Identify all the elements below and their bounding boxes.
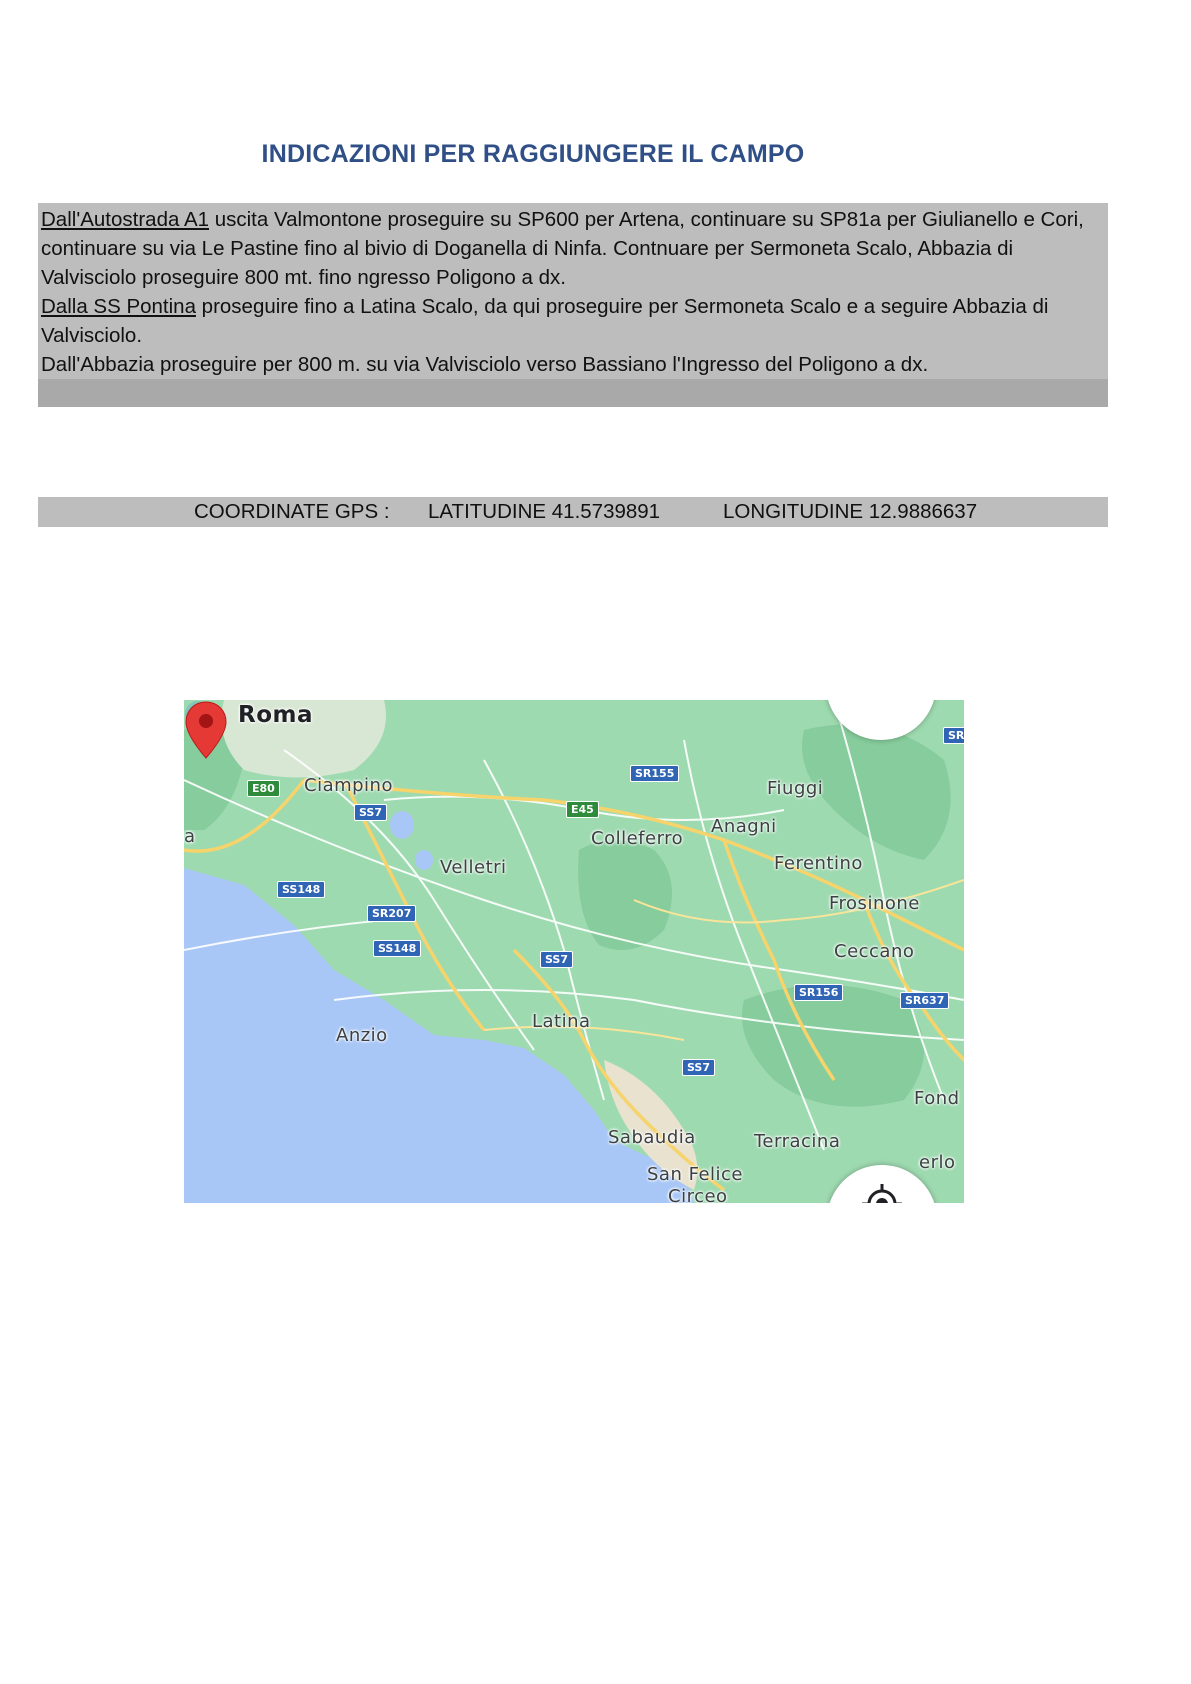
map-image[interactable]: [184, 700, 964, 1203]
place-colleferro: Colleferro: [591, 828, 684, 849]
place-velletri: Velletri: [440, 857, 507, 878]
road-shield-sr207: SR207: [367, 905, 416, 922]
road-shield-ss7-c: SS7: [682, 1059, 715, 1076]
road-shield-sr155: SR155: [630, 765, 679, 782]
directions-box: [38, 203, 1108, 379]
gps-latitude: LATITUDINE 41.5739891: [428, 500, 661, 523]
road-shield-e80: E80: [247, 780, 280, 797]
place-ciampino: Ciampino: [304, 775, 393, 796]
directions-bottom-strip: [38, 379, 1108, 407]
directions-a1-text: uscita Valmontone proseguire su SP600 per Artena, continuare su SP81a per Giulianello e Cori, continuare su via Le Pastine fino al bivio di Doganella di Ninfa. Contnuare per Sermoneta Scalo, Abbazia di Valvisciolo proseguire 800 mt. fino ngresso Poligono a dx.: [41, 208, 1084, 289]
road-shield-sr637: SR637: [900, 992, 949, 1009]
road-shield-sr156: SR156: [794, 984, 843, 1001]
place-frosinone: Frosinone: [829, 893, 920, 914]
road-shield-ss148-a: SS148: [277, 881, 325, 898]
place-ferentino: Ferentino: [774, 853, 863, 874]
place-anzio: Anzio: [336, 1025, 388, 1046]
place-san-felice: San Felice: [647, 1164, 744, 1185]
gps-coordinates-bar: [38, 497, 1108, 527]
place-latina: Latina: [532, 1011, 591, 1032]
place-fond: Fond: [914, 1088, 960, 1109]
map-pin-icon[interactable]: [184, 700, 228, 760]
place-terracina: Terracina: [754, 1131, 841, 1152]
place-anagni: Anagni: [711, 816, 777, 837]
place-edge-a: a: [184, 826, 196, 847]
place-circeo: Circeo: [668, 1186, 728, 1203]
gps-longitude: LONGITUDINE 12.9886637: [723, 500, 978, 523]
place-sabaudia: Sabaudia: [608, 1127, 696, 1148]
directions-a1-link: Dall'Autostrada A1: [41, 208, 210, 231]
place-fiuggi: Fiuggi: [767, 778, 824, 799]
road-shield-sr-edge: SR: [943, 727, 964, 744]
page-title: INDICAZIONI PER RAGGIUNGERE IL CAMPO: [261, 140, 805, 168]
directions-paragraph-1: [41, 205, 1105, 292]
place-roma: Roma: [238, 702, 313, 728]
road-shield-e45: E45: [566, 801, 599, 818]
place-ceccano: Ceccano: [834, 941, 915, 962]
road-shield-ss148-b: SS148: [373, 940, 421, 957]
directions-pontina-text: proseguire fino a Latina Scalo, da qui proseguire per Sermoneta Scalo e a seguire Abbazia di Valvisciolo.: [41, 295, 1049, 347]
gps-label: COORDINATE GPS :: [194, 500, 390, 523]
directions-paragraph-3: Dall'Abbazia proseguire per 800 m. su via Valvisciolo verso Bassiano l'Ingresso del Poligono a dx.: [41, 353, 929, 376]
road-shield-ss7-a: SS7: [354, 804, 387, 821]
road-shield-ss7-b: SS7: [540, 951, 573, 968]
locate-icon: [860, 1182, 904, 1203]
place-erlo: erlo: [919, 1152, 956, 1173]
directions-pontina-link: Dalla SS Pontina: [41, 295, 196, 318]
directions-paragraph-2: [41, 292, 1105, 350]
